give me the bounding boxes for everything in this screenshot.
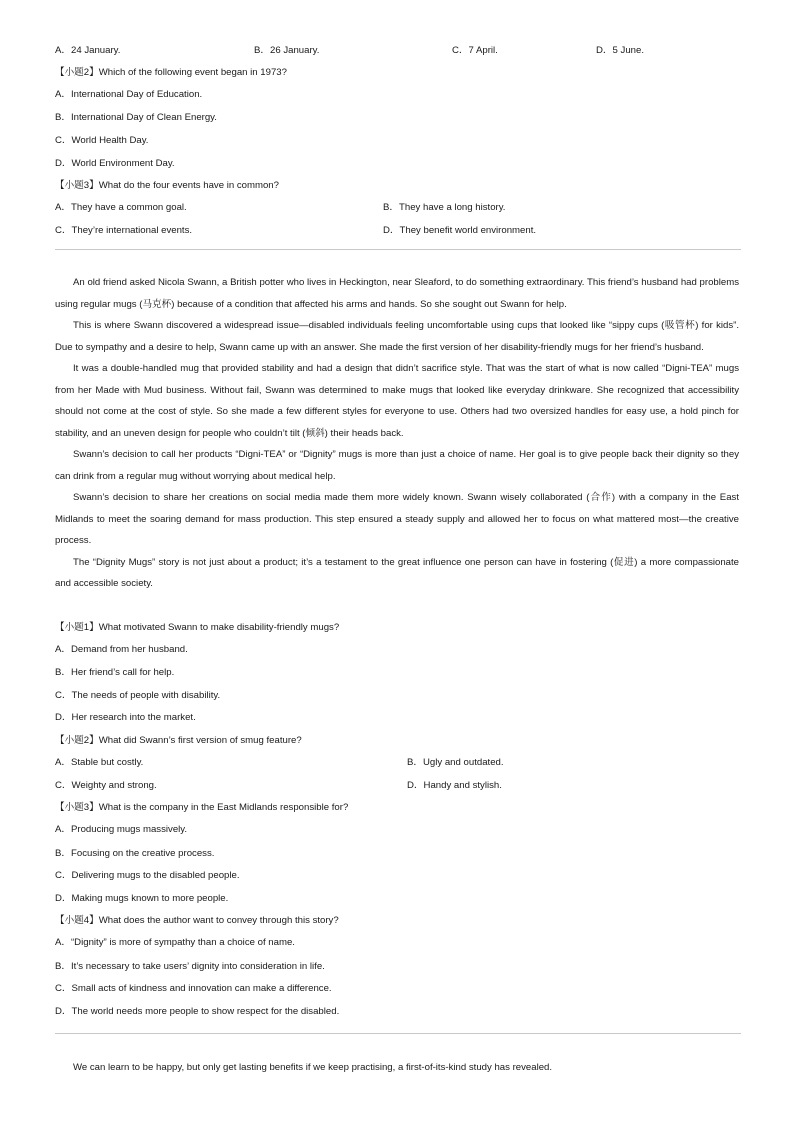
passage-q3-stem: 【小题3】What is the company in the East Midlands responsible for? [55, 802, 349, 813]
passage-paragraph: The “Dignity Mugs” story is not just about a product; it’s a testament to the great influence one person can have in fostering (促进) a more compassionate and accessible society. [55, 556, 739, 589]
passage-q4-stem: 【小题4】What does the author want to convey through this story? [55, 915, 339, 926]
passage-paragraph: It was a double-handled mug that provided stability and had a design that didn’t sacrifice style. That was the start of what is now called “Digni-TEA” mugs from her Made with Mud business. Without fail, Swann was determined to make mugs that looked like everyday drinkware. She recognized that accessibility should not come at the cost of style. So she made a few different styles for everyone to use. Others had two oversized handles for easy use, a hold pinch for stability, and an uneven design for people who couldn’t tilt (倾斜) their heads back. [55, 363, 739, 439]
passage-q1-option-d[interactable]: D．Her research into the market. [55, 712, 196, 723]
passage-q2-option-b[interactable]: B．Ugly and outdated. [407, 757, 504, 768]
q3-option-d[interactable]: D．They benefit world environment. [383, 225, 537, 236]
passage-q2-option-a[interactable]: A．Stable but costly. [55, 757, 144, 768]
passage-paragraph: This is where Swann discovered a widespread issue—disabled individuals feeling uncomfortable using cups that looked like “sippy cups (吸管杯) for kids”. Due to sympathy and a desire to help, Swann came up with an answer. She made the first version of her disability-friendly mugs for her friend’s husband. [55, 320, 739, 353]
passage-q3-option-d[interactable]: D．Making mugs known to more people. [55, 893, 229, 904]
q1-option-c[interactable]: C．7 April. [452, 45, 498, 56]
passage-q4-option-a[interactable]: A．“Dignity” is more of sympathy than a choice of name. [55, 937, 295, 948]
section-divider [55, 249, 741, 250]
q2-stem: 【小题2】Which of the following event began in 1973? [55, 67, 287, 78]
section-divider [55, 1033, 741, 1034]
passage-paragraph: Swann’s decision to call her products “Digni-TEA” or “Dignity” mugs is more than just a choice of name. Her goal is to give people back their dignity so they can drink from a regular mug without worrying about medical help. [55, 449, 739, 482]
next-passage-first-line: We can learn to be happy, but only get lasting benefits if we keep practising, a first-of-its-kind study has revealed. [73, 1062, 553, 1073]
q2-option-a[interactable]: A．International Day of Education. [55, 89, 203, 100]
reading-passage [55, 272, 739, 595]
q2-option-b[interactable]: B．International Day of Clean Energy. [55, 112, 217, 123]
passage-q3-option-c[interactable]: C．Delivering mugs to the disabled people. [55, 870, 240, 881]
q3-stem: 【小题3】What do the four events have in common? [55, 180, 279, 191]
q2-option-d[interactable]: D．World Environment Day. [55, 158, 175, 169]
q1-option-d[interactable]: D．5 June. [596, 45, 644, 56]
q2-option-c[interactable]: C．World Health Day. [55, 135, 149, 146]
passage-q1-option-a[interactable]: A．Demand from her husband. [55, 644, 188, 655]
passage-q2-option-c[interactable]: C．Weighty and strong. [55, 780, 157, 791]
passage-q4-option-d[interactable]: D．The world needs more people to show respect for the disabled. [55, 1006, 340, 1017]
passage-q2-option-d[interactable]: D．Handy and stylish. [407, 780, 502, 791]
passage-q3-option-a[interactable]: A．Producing mugs massively. [55, 824, 188, 835]
q3-option-a[interactable]: A．They have a common goal. [55, 202, 187, 213]
q1-option-a[interactable]: A．24 January. [55, 45, 121, 56]
passage-q1-option-b[interactable]: B．Her friend’s call for help. [55, 667, 175, 678]
passage-q3-option-b[interactable]: B．Focusing on the creative process. [55, 848, 215, 859]
passage-q4-option-c[interactable]: C．Small acts of kindness and innovation can make a difference. [55, 983, 332, 994]
q1-option-b[interactable]: B．26 January. [254, 45, 320, 56]
passage-q1-stem: 【小题1】What motivated Swann to make disability-friendly mugs? [55, 622, 340, 633]
passage-q2-stem: 【小题2】What did Swann’s first version of smug feature? [55, 735, 302, 746]
passage-paragraph: Swann’s decision to share her creations on social media made them more widely known. Swann wisely collaborated (合作) with a company in the East Midlands to meet the soaring demand for mass production. This step ensured a steady supply and allowed her to focus on what mattered most—the creative process. [55, 492, 739, 546]
passage-q4-option-b[interactable]: B．It’s necessary to take users’ dignity into consideration in life. [55, 961, 325, 972]
q3-option-b[interactable]: B．They have a long history. [383, 202, 506, 213]
q3-option-c[interactable]: C．They’re international events. [55, 225, 193, 236]
passage-q1-option-c[interactable]: C．The needs of people with disability. [55, 690, 221, 701]
passage-paragraph: An old friend asked Nicola Swann, a British potter who lives in Heckington, near Sleaford, to do something extraordinary. This friend’s husband had problems using regular mugs (马克杯) because of a condition that affected his arms and hands. So she sought out Swann for help. [55, 277, 739, 310]
